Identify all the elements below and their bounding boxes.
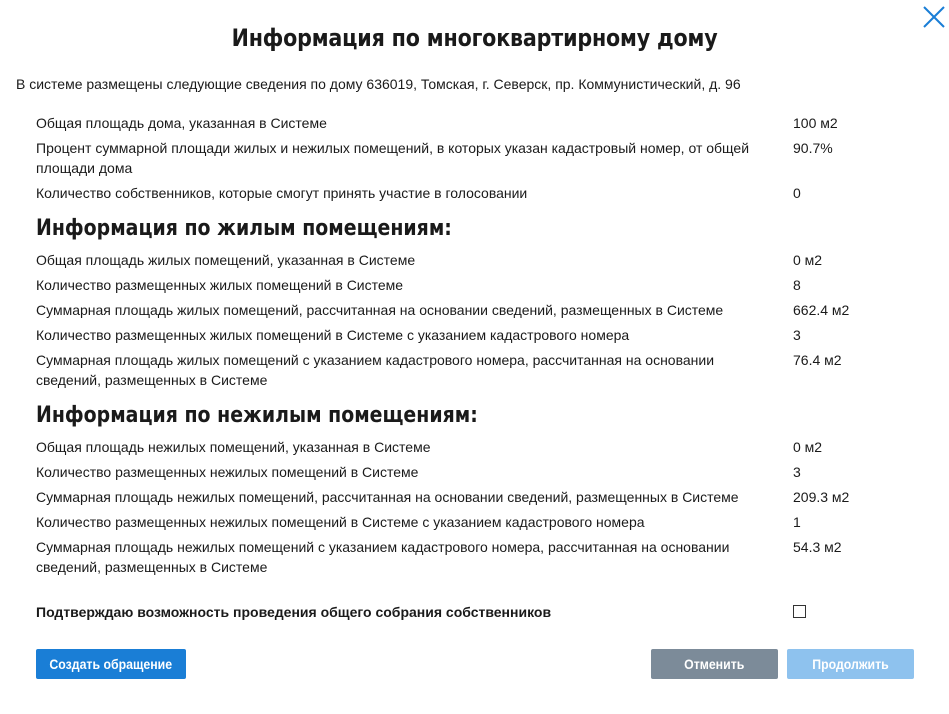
- info-row: [36, 275, 916, 295]
- info-row-label: Суммарная площадь жилых помещений с указанием кадастрового номера, рассчитанная на основании сведений, размещенных в Системе: [36, 352, 715, 388]
- info-row: [36, 437, 916, 457]
- general-info: [36, 113, 916, 208]
- info-row-label: Общая площадь нежилых помещений, указанная в Системе: [36, 439, 431, 455]
- info-row-label: Количество размещенных жилых помещений в Системе с указанием кадастрового номера: [36, 327, 630, 343]
- info-row-value: 1: [793, 514, 801, 530]
- info-row: [36, 138, 916, 178]
- info-row: [36, 350, 916, 390]
- confirm-label: Подтверждаю возможность проведения общего собрания собственников: [36, 604, 552, 620]
- nonresidential-info: [36, 437, 916, 582]
- info-row-value: 3: [793, 464, 801, 480]
- nonresidential-section-title: Информация по нежилым помещениям:: [36, 403, 478, 428]
- info-row-value: 76.4 м2: [793, 352, 842, 368]
- info-row-value: 90.7%: [793, 140, 833, 156]
- create-request-button-label: Создать обращение: [49, 656, 173, 672]
- info-row-value: 209.3 м2: [793, 489, 850, 505]
- info-row: [36, 300, 916, 320]
- info-row-label: Количество собственников, которые смогут принять участие в голосовании: [36, 185, 528, 201]
- info-row: [36, 537, 916, 577]
- close-button[interactable]: [922, 5, 946, 29]
- info-row: [36, 512, 916, 532]
- info-row-value: 0 м2: [793, 439, 823, 455]
- info-row-value: 8: [793, 277, 801, 293]
- cancel-button-label: Отменить: [684, 656, 745, 672]
- info-row-label: Суммарная площадь жилых помещений, рассчитанная на основании сведений, размещенных в Системе: [36, 302, 724, 318]
- continue-button[interactable]: [787, 649, 914, 679]
- dialog-title: Информация по многоквартирному дому: [231, 24, 718, 52]
- info-row: [36, 462, 916, 482]
- info-row-value: 0 м2: [793, 252, 823, 268]
- info-row: [36, 250, 916, 270]
- info-row: [36, 487, 916, 507]
- info-row-value: 54.3 м2: [793, 539, 842, 555]
- continue-button-label: Продолжить: [812, 656, 889, 672]
- cancel-button[interactable]: [651, 649, 778, 679]
- create-request-button[interactable]: [36, 649, 186, 679]
- info-row-value: 0: [793, 185, 801, 201]
- info-row-label: Количество размещенных жилых помещений в Системе: [36, 277, 404, 293]
- residential-info: [36, 250, 916, 395]
- info-row: [36, 113, 916, 133]
- info-row-label: Общая площадь жилых помещений, указанная в Системе: [36, 252, 416, 268]
- info-row-label: Общая площадь дома, указанная в Системе: [36, 115, 327, 131]
- info-row-value: 100 м2: [793, 115, 838, 131]
- close-icon: [922, 5, 946, 29]
- info-row-label: Суммарная площадь нежилых помещений, рассчитанная на основании сведений, размещенных в Системе: [36, 489, 739, 505]
- dialog-intro: В системе размещены следующие сведения по дому 636019, Томская, г. Северск, пр. Коммунистический, д. 96: [16, 76, 741, 92]
- info-row-label: Суммарная площадь нежилых помещений с указанием кадастрового номера, рассчитанная на основании сведений, размещенных в Системе: [36, 539, 730, 575]
- info-row: [36, 183, 916, 203]
- info-row-label: Количество размещенных нежилых помещений в Системе: [36, 464, 419, 480]
- info-row-label: Количество размещенных нежилых помещений в Системе с указанием кадастрового номера: [36, 514, 645, 530]
- confirm-checkbox[interactable]: [793, 605, 806, 618]
- info-row-value: 3: [793, 327, 801, 343]
- info-row: [36, 325, 916, 345]
- info-row-label: Процент суммарной площади жилых и нежилых помещений, в которых указан кадастровый номер, от общей площади дома: [36, 140, 750, 176]
- info-row-value: 662.4 м2: [793, 302, 850, 318]
- residential-section-title: Информация по жилым помещениям:: [36, 216, 452, 241]
